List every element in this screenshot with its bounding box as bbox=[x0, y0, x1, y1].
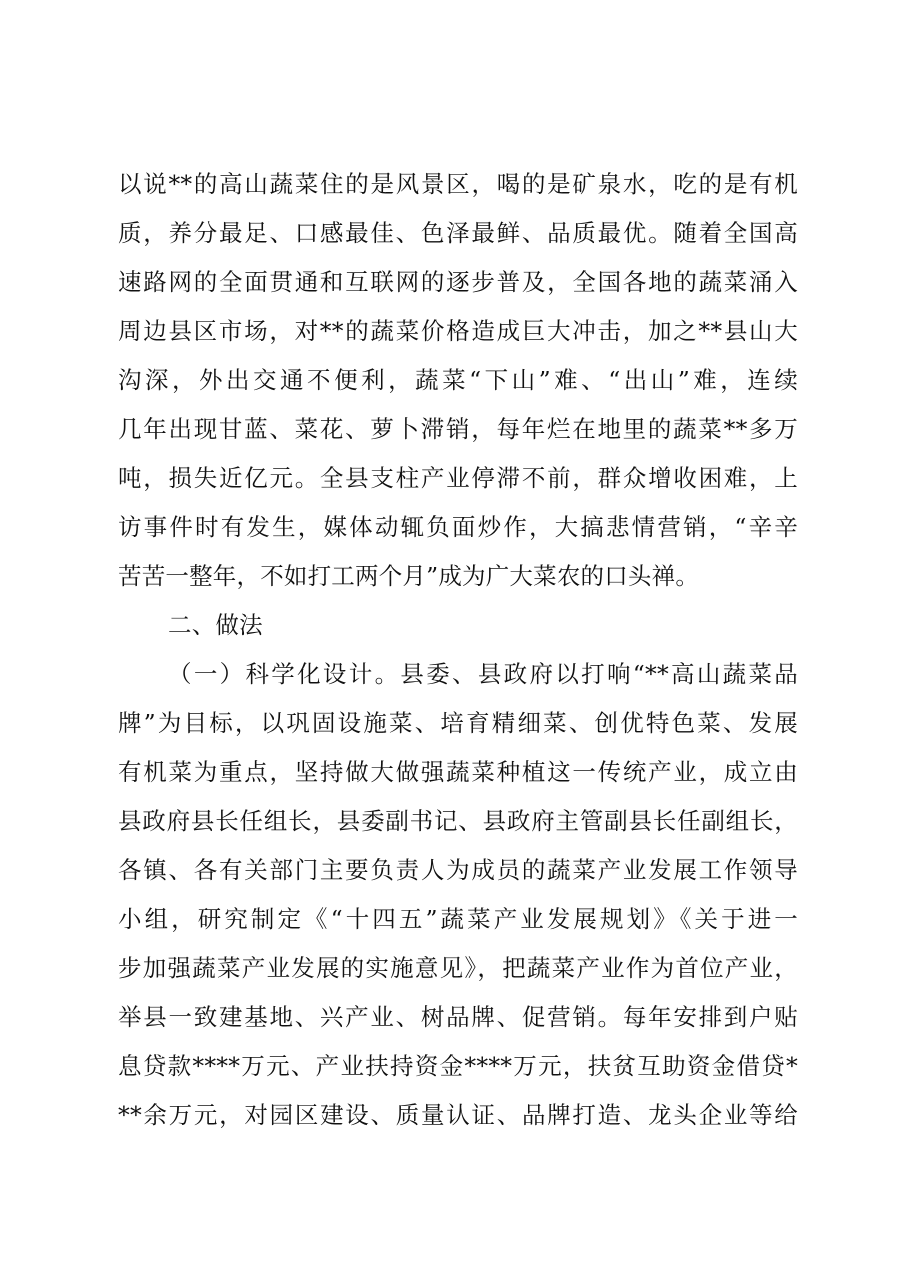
paragraph-line: 质，养分最足、口感最佳、色泽最鲜、品质最优。随着全国高 bbox=[118, 219, 798, 247]
paragraph-line: 访事件时有发生，媒体动辄负面炒作，大搞悲情营销，“辛辛 bbox=[118, 513, 798, 541]
paragraph-line: 几年出现甘蓝、菜花、萝卜滞销，每年烂在地里的蔬菜**多万 bbox=[118, 415, 798, 443]
paragraph-line: 小组，研究制定《“十四五”蔬菜产业发展规划》《关于进一 bbox=[118, 905, 798, 933]
paragraph-line: 牌”为目标，以巩固设施菜、培育精细菜、创优特色菜、发展 bbox=[118, 709, 798, 737]
paragraph-line: 速路网的全面贯通和互联网的逐步普及，全国各地的蔬菜涌入 bbox=[118, 268, 798, 296]
paragraph-line: 步加强蔬菜产业发展的实施意见》，把蔬菜产业作为首位产业， bbox=[118, 954, 798, 982]
paragraph-line: 吨，损失近亿元。全县支柱产业停滞不前，群众增收困难，上 bbox=[118, 464, 798, 492]
section-heading: 二、做法 bbox=[168, 611, 263, 639]
paragraph-line: 息贷款****万元、产业扶持资金****万元，扶贫互助资金借贷* bbox=[118, 1052, 798, 1080]
paragraph-line: 沟深，外出交通不便利，蔬菜“下山”难、“出山”难，连续 bbox=[118, 366, 798, 394]
paragraph-line: 有机菜为重点，坚持做大做强蔬菜种植这一传统产业，成立由 bbox=[118, 758, 798, 786]
paragraph-line: 苦苦一整年，不如打工两个月”成为广大菜农的口头禅。 bbox=[118, 562, 700, 590]
paragraph-line: 举县一致建基地、兴产业、树品牌、促营销。每年安排到户贴 bbox=[118, 1003, 798, 1031]
paragraph-line: 县政府县长任组长，县委副书记、县政府主管副县长任副组长， bbox=[118, 807, 798, 835]
paragraph-line: **余万元，对园区建设、质量认证、品牌打造、龙头企业等给 bbox=[118, 1101, 798, 1129]
paragraph-line: 周边县区市场，对**的蔬菜价格造成巨大冲击，加之**县山大 bbox=[118, 317, 798, 345]
paragraph-line: 以说**的高山蔬菜住的是风景区，喝的是矿泉水，吃的是有机 bbox=[118, 170, 798, 198]
paragraph-line: （一）科学化设计。县委、县政府以打响“**高山蔬菜品 bbox=[168, 660, 798, 688]
paragraph-line: 各镇、各有关部门主要负责人为成员的蔬菜产业发展工作领导 bbox=[118, 856, 798, 884]
